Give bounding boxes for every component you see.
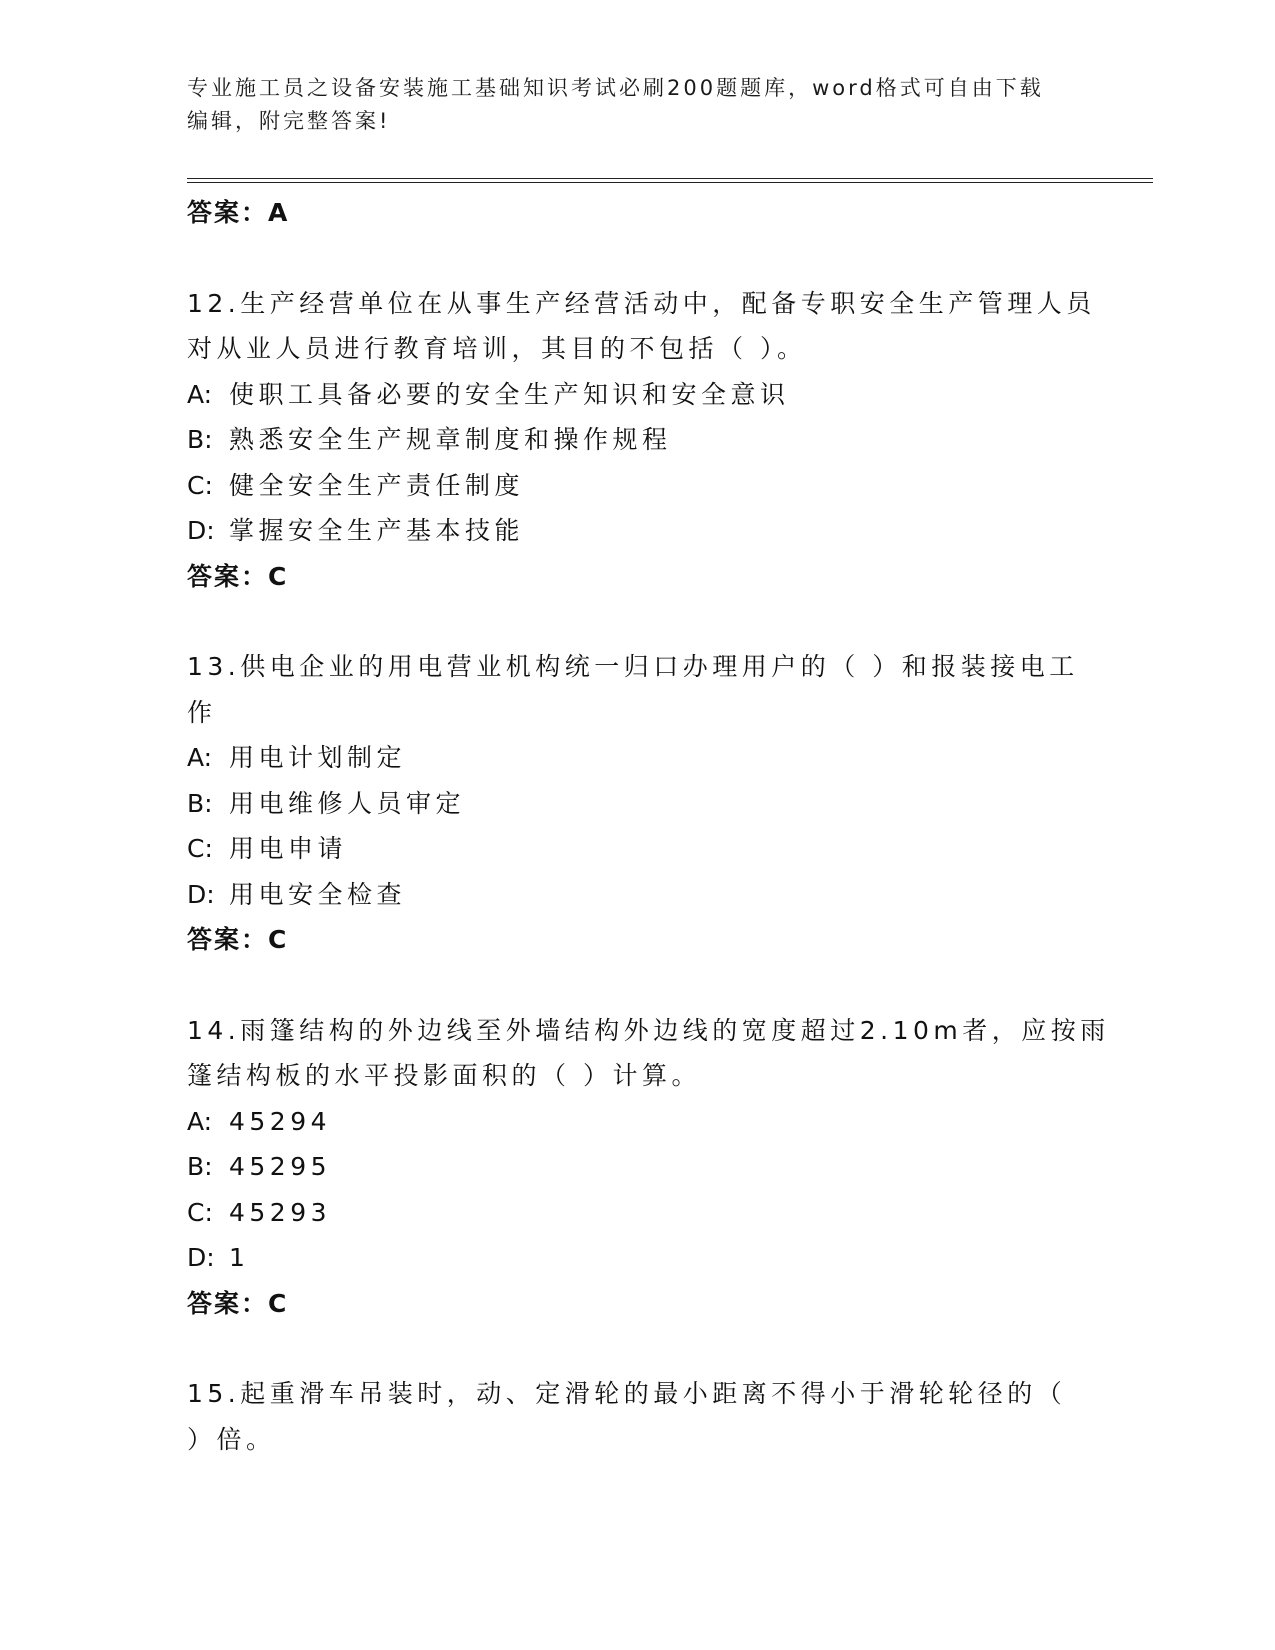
question-12 (187, 281, 1096, 600)
question-13-option-c: C: 用电申请 (187, 834, 348, 863)
question-12-option-a: A: 使职工具备必要的安全生产知识和安全意识 (187, 379, 790, 409)
question-14 (187, 1008, 1110, 1327)
document-page (187, 0, 1147, 1650)
header-divider (187, 178, 1153, 183)
question-13 (187, 644, 1079, 963)
question-13-option-a: A: 用电计划制定 (187, 743, 407, 772)
question-list (187, 190, 1110, 1462)
answer-11: 答案：A (187, 198, 290, 227)
question-14-text-line1: 14.雨篷结构的外边线至外墙结构外边线的宽度超过2.10m者，应按雨 (187, 1015, 1110, 1045)
question-13-text-line2: 作 (187, 697, 217, 727)
answer-12: 答案：C (187, 561, 289, 591)
question-13-option-b: B: 用电维修人员审定 (187, 788, 466, 818)
question-14-option-c: C: 45293 (187, 1197, 332, 1227)
question-14-text-line2: 篷结构板的水平投影面积的（ ）计算。 (187, 1061, 701, 1090)
question-15 (187, 1371, 1067, 1462)
question-13-option-d: D: 用电安全检查 (187, 879, 407, 909)
question-12-text-line2: 对从业人员进行教育培训，其目的不包括（ ）。 (187, 334, 807, 363)
question-15-text-line1: 15.起重滑车吊装时，动、定滑轮的最小距离不得小于滑轮轮径的（ (187, 1379, 1067, 1408)
question-15-text-line2: ）倍。 (187, 1424, 276, 1454)
question-14-option-a: A: 45294 (187, 1106, 332, 1136)
question-12-option-b: B: 熟悉安全生产规章制度和操作规程 (187, 425, 672, 454)
question-13-text-line1: 13.供电企业的用电营业机构统一归口办理用户的（ ）和报装接电工 (187, 652, 1079, 681)
question-14-option-d: D: 1 (187, 1243, 250, 1272)
answer-14: 答案：C (187, 1288, 289, 1318)
question-12-option-d: D: 掌握安全生产基本技能 (187, 516, 525, 545)
question-12-text-line1: 12.生产经营单位在从事生产经营活动中，配备专职安全生产管理人员 (187, 288, 1096, 318)
question-12-option-c: C: 健全安全生产责任制度 (187, 470, 525, 500)
page-header-title: 专业施工员之设备安装施工基础知识考试必刷200题题库，word格式可自由下载编辑，附完整答案! (187, 76, 1044, 133)
question-14-option-b: B: 45295 (187, 1152, 332, 1181)
answer-13: 答案：C (187, 925, 289, 954)
